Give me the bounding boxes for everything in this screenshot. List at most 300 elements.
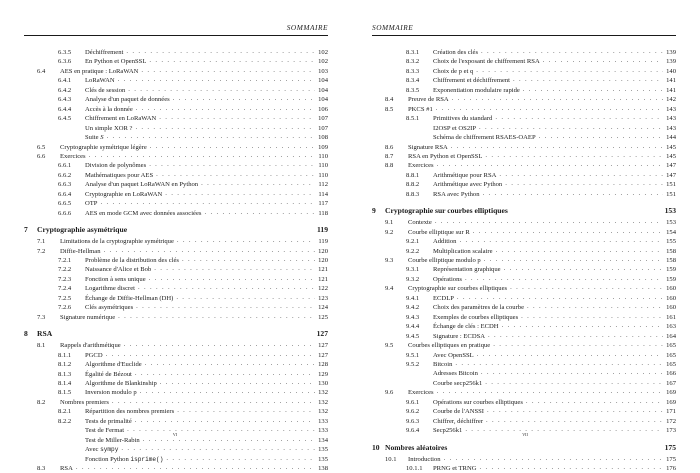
toc-leader-dots xyxy=(173,94,315,103)
toc-entry-page-number: 128 xyxy=(318,361,328,369)
toc-chapter-row[interactable] xyxy=(24,225,328,235)
toc-entry-page-number: 118 xyxy=(318,209,328,217)
toc-entry-page-number: 143 xyxy=(666,124,676,132)
toc-entry-page-number: 160 xyxy=(666,304,676,312)
toc-leader-dots xyxy=(485,151,663,160)
toc-leader-dots xyxy=(502,321,663,330)
toc-entry-title: Échange de clés : ECDH xyxy=(433,323,499,331)
toc-leader-dots xyxy=(459,236,663,245)
toc-entry-title: AES en mode GCM avec données associées xyxy=(85,209,202,217)
toc-entry-title: Choix de l'exposant de chiffrement RSA xyxy=(433,58,540,66)
toc-leader-dots xyxy=(141,66,315,75)
toc-entry-page-number: 125 xyxy=(318,313,328,321)
toc-entry-number: 9.4.3 xyxy=(406,313,420,321)
toc-entry-page-number: 169 xyxy=(666,389,676,397)
toc-entry-page-number: 154 xyxy=(666,228,676,236)
toc-entry-number: 7.2.6 xyxy=(58,304,72,312)
toc-entry-number: 6.4.4 xyxy=(58,105,72,113)
toc-entry-title: Cryptographie sur courbes elliptiques xyxy=(408,285,508,293)
toc-entry-page-number: 119 xyxy=(318,238,328,246)
toc-entry-page-number: 141 xyxy=(666,77,676,85)
toc-entry-number: 7.1 xyxy=(37,238,46,246)
toc-entry-number: 9.4.2 xyxy=(406,304,420,312)
toc-entry-title: Un simple XOR ? xyxy=(85,124,133,132)
toc-entry-title: Introduction xyxy=(408,455,441,463)
toc-chapter-row[interactable] xyxy=(24,329,328,339)
toc-entry-number: 6.6 xyxy=(37,152,46,160)
toc-entry-page-number: 104 xyxy=(318,77,328,85)
toc-entry-number: 8.5 xyxy=(385,105,394,113)
toc-leader-dots xyxy=(136,302,315,311)
toc-entry-number: 6.4.1 xyxy=(58,77,72,85)
toc-entry-title: Signature : ECDSA xyxy=(433,332,486,340)
toc-leader-dots xyxy=(473,227,663,236)
toc-entry-title: Représentation graphique xyxy=(433,266,501,274)
toc-leader-dots xyxy=(177,236,315,245)
toc-entry-page-number: 107 xyxy=(318,115,328,123)
toc-entry-page-number: 172 xyxy=(666,417,676,425)
toc-entry-title: Adresses Bitcoin xyxy=(433,370,478,378)
toc-entry-number: 6.5 xyxy=(37,143,46,151)
toc-entry-number: 6.6.4 xyxy=(58,190,72,198)
toc-entry-title: PRNG et TRNG xyxy=(433,465,477,473)
running-head-left: SOMMAIRE xyxy=(24,22,328,36)
toc-entry-page-number: 140 xyxy=(666,67,676,75)
toc-entry-title: Arithmétique pour RSA xyxy=(433,171,497,179)
toc-entry-title: Répartition des nombres premiers xyxy=(85,408,175,416)
toc-entry-page-number: 165 xyxy=(666,351,676,359)
toc-leader-dots xyxy=(126,47,315,56)
toc-leader-dots xyxy=(437,160,663,169)
toc-entry-title: Limitations de la cryptographie symétrique xyxy=(60,238,174,246)
toc-entry-page-number: 147 xyxy=(666,171,676,179)
toc-entry-title: Fonction Python isprime() xyxy=(85,455,164,463)
toc-entry-number: 7.2 xyxy=(37,247,46,255)
toc-entry-title: Opérations xyxy=(433,275,462,283)
toc-entry-number: 6.4 xyxy=(37,67,46,75)
toc-leader-dots xyxy=(204,208,315,217)
toc-entry-page-number: 160 xyxy=(666,294,676,302)
toc-entry-row[interactable] xyxy=(24,464,328,473)
toc-entry-page-number: 135 xyxy=(318,446,328,454)
toc-leader-dots xyxy=(106,350,315,359)
toc-leader-dots xyxy=(436,104,663,113)
toc-entry-number: 9.5.1 xyxy=(406,351,420,359)
toc-leader-dots xyxy=(483,189,663,198)
toc-entry-title: Nombres premiers xyxy=(60,398,109,406)
toc-leader-dots xyxy=(513,75,663,84)
toc-leader-dots xyxy=(455,359,663,368)
toc-entry-number: 9.5 xyxy=(385,342,394,350)
toc-leader-dots xyxy=(488,331,663,340)
toc-leader-dots xyxy=(543,56,663,65)
toc-leader-dots xyxy=(149,274,315,283)
toc-entry-page-number: 102 xyxy=(318,58,328,66)
toc-entry-row[interactable] xyxy=(372,464,676,473)
toc-entry-title: Chiffrement en LoRaWAN xyxy=(85,115,157,123)
toc-entry-number: 10.1.1 xyxy=(406,465,423,473)
toc-entry-number: 7.3 xyxy=(37,313,46,321)
toc-leader-dots xyxy=(100,198,315,207)
toc-entry-title: Problème de la distribution des clés xyxy=(85,257,179,265)
toc-leader-dots xyxy=(166,454,315,463)
toc-leader-dots xyxy=(154,264,315,273)
toc-entry-number: 8.3.2 xyxy=(406,58,420,66)
toc-entry-number: 9.6.4 xyxy=(406,427,420,435)
toc-entry-page-number: 109 xyxy=(318,143,328,151)
toc-entry-page-number: 165 xyxy=(666,342,676,350)
toc-entry-page-number: 108 xyxy=(318,134,328,142)
toc-entry-title: Tests de primalité xyxy=(85,417,132,425)
toc-leader-dots xyxy=(140,387,315,396)
toc-leader-dots xyxy=(159,113,315,122)
toc-entry-page-number: 138 xyxy=(318,465,328,473)
toc-entry-number: 7.2.5 xyxy=(58,294,72,302)
toc-entry-page-number: 169 xyxy=(666,398,676,406)
toc-leader-dots xyxy=(89,151,315,160)
toc-entry-title: Choix de p et q xyxy=(433,67,474,75)
toc-entry-page-number: 103 xyxy=(318,67,328,75)
toc-entry-number: 9.3.1 xyxy=(406,266,420,274)
toc-entry-number: 7.2.1 xyxy=(58,257,72,265)
toc-entry-page-number: 159 xyxy=(666,266,676,274)
toc-entry-title: Courbe elliptique sur R xyxy=(408,228,470,236)
toc-leader-dots xyxy=(477,350,663,359)
toc-entry-title: Exemples de courbes elliptiques xyxy=(433,313,519,321)
toc-leader-dots xyxy=(484,255,663,264)
toc-entry-title: Analyse d'un paquet de données xyxy=(85,96,170,104)
toc-entry-number: 8.8.3 xyxy=(406,190,420,198)
toc-entry-number: 10.1 xyxy=(385,455,397,463)
toc-list-right xyxy=(372,48,676,473)
toc-entry-title: RSA avec Python xyxy=(433,190,480,198)
toc-entry-number: 9.1 xyxy=(385,219,394,227)
toc-entry-number: 8.1 xyxy=(37,342,46,350)
toc-entry-page-number: 127 xyxy=(316,329,328,339)
toc-title-code-part: isprime() xyxy=(130,455,164,463)
toc-entry-title: Rappels d'arithmétique xyxy=(60,342,121,350)
toc-entry-page-number: 110 xyxy=(318,162,328,170)
toc-entry-row[interactable] xyxy=(24,209,328,218)
toc-entry-page-number: 134 xyxy=(318,436,328,444)
toc-leader-dots xyxy=(177,406,315,415)
toc-entry-number: 9.2.2 xyxy=(406,247,420,255)
toc-entry-title: Naissance d'Alice et Bob xyxy=(85,266,152,274)
toc-entry-page-number: 175 xyxy=(664,442,676,452)
toc-entry-number: 9.2 xyxy=(385,228,394,236)
toc-leader-dots xyxy=(165,189,315,198)
toc-entry-title: Égalité de Bézout xyxy=(85,370,132,378)
toc-entry-page-number: 110 xyxy=(318,152,328,160)
toc-entry-page-number: 133 xyxy=(318,427,328,435)
toc-leader-dots xyxy=(135,123,315,132)
toc-leader-dots xyxy=(437,387,663,396)
toc-leader-dots xyxy=(505,179,663,188)
toc-entry-title: Mathématiques pour AES xyxy=(85,171,154,179)
toc-entry-title: Exercices xyxy=(60,152,86,160)
toc-entry-number: 8.6 xyxy=(385,143,394,151)
toc-entry-number: 8.3.3 xyxy=(406,67,420,75)
toc-entry-page-number: 143 xyxy=(666,105,676,113)
toc-entry-page-number: 164 xyxy=(666,332,676,340)
toc-leader-dots xyxy=(486,416,663,425)
toc-entry-page-number: 145 xyxy=(666,143,676,151)
toc-leader-dots xyxy=(479,123,663,132)
toc-leader-dots xyxy=(481,368,663,377)
toc-entry-page-number: 102 xyxy=(318,49,328,56)
toc-leader-dots xyxy=(121,444,315,453)
toc-entry-page-number: 142 xyxy=(666,96,676,104)
toc-leader-dots xyxy=(465,274,663,283)
toc-entry-number: 9.2.1 xyxy=(406,238,420,246)
toc-leader-dots xyxy=(104,246,315,255)
toc-leader-dots xyxy=(523,85,663,94)
toc-entry-number: 6.3.5 xyxy=(58,49,72,56)
toc-entry-title: Secp256k1 xyxy=(433,427,463,435)
toc-entry-page-number: 122 xyxy=(318,285,328,293)
toc-entry-page-number: 110 xyxy=(318,171,328,179)
toc-entry-title: LoRaWAN xyxy=(85,77,115,85)
toc-entry-page-number: 159 xyxy=(666,275,676,283)
toc-entry-number: 8.3.4 xyxy=(406,77,420,85)
toc-entry-title: RSA xyxy=(60,465,73,473)
toc-leader-dots xyxy=(444,454,663,463)
toc-entry-title: Algorithme de Blankinship xyxy=(85,379,157,387)
toc-entry-number: 6.6.6 xyxy=(58,209,72,217)
toc-leader-dots xyxy=(457,293,663,302)
toc-entry-number: 8.2.2 xyxy=(58,417,72,425)
toc-entry-number: 9.4 xyxy=(385,285,394,293)
toc-leader-dots xyxy=(156,170,315,179)
toc-leader-dots xyxy=(481,47,663,56)
toc-entry-title: Cryptographie en LoRaWAN xyxy=(85,190,163,198)
toc-chapter-row[interactable] xyxy=(372,206,676,216)
toc-entry-page-number: 135 xyxy=(318,455,328,463)
toc-leader-dots xyxy=(182,255,315,264)
toc-entry-title: AES en pratique : LoRaWAN xyxy=(60,67,139,75)
toc-entry-page-number: 153 xyxy=(664,206,676,216)
toc-entry-title: Chiffrement et déchiffrement xyxy=(433,77,511,85)
toc-leader-dots xyxy=(499,170,663,179)
toc-entry-page-number: 173 xyxy=(666,427,676,435)
toc-entry-page-number: 143 xyxy=(666,115,676,123)
toc-entry-title: Contexte xyxy=(408,219,432,227)
toc-entry-page-number: 107 xyxy=(318,124,328,132)
toc-entry-number: 8.2.1 xyxy=(58,408,72,416)
toc-entry-number: 8.2 xyxy=(37,398,46,406)
toc-entry-title: Exercices xyxy=(408,389,434,397)
toc-entry-title: Preuve de RSA xyxy=(408,96,449,104)
toc-entry-number: 6.6.1 xyxy=(58,162,72,170)
toc-entry-title: RSA en Python et OpenSSL xyxy=(408,152,483,160)
toc-leader-dots xyxy=(521,312,663,321)
toc-entry-title: Échange de Diffie-Hellman (DH) xyxy=(85,294,174,302)
toc-entry-page-number: 112 xyxy=(318,181,328,189)
toc-leader-dots xyxy=(495,113,663,122)
toc-entry-title: Nombres aléatoires xyxy=(385,442,448,452)
toc-entry-number: 9.4.5 xyxy=(406,332,420,340)
toc-leader-dots xyxy=(124,340,315,349)
toc-entry-title: Avec OpenSSL xyxy=(433,351,474,359)
toc-entry-title: Courbe de l'ANSSI xyxy=(433,408,485,416)
toc-leader-dots xyxy=(150,142,315,151)
toc-entry-number: 8 xyxy=(24,329,28,339)
toc-entry-number: 8.3.5 xyxy=(406,86,420,94)
toc-entry-title: I2OSP et OS2IP xyxy=(433,124,476,132)
toc-entry-page-number: 153 xyxy=(666,219,676,227)
toc-entry-page-number: 166 xyxy=(666,370,676,378)
toc-entry-number: 9.3.2 xyxy=(406,275,420,283)
toc-entry-page-number: 144 xyxy=(666,134,676,142)
toc-entry-number: 6.6.5 xyxy=(58,200,72,208)
toc-leader-dots xyxy=(539,132,663,141)
toc-leader-dots xyxy=(118,312,315,321)
toc-entry-title: Opérations sur courbes elliptiques xyxy=(433,398,523,406)
toc-entry-page-number: 130 xyxy=(318,379,328,387)
toc-entry-page-number: 132 xyxy=(318,408,328,416)
toc-entry-number: 8.1.2 xyxy=(58,361,72,369)
toc-entry-title: Courbe elliptique modulo p xyxy=(408,257,481,265)
toc-leader-dots xyxy=(112,397,315,406)
toc-entry-number: 6.4.5 xyxy=(58,115,72,123)
toc-entry-number: 7 xyxy=(24,225,28,235)
toc-leader-dots xyxy=(201,179,315,188)
toc-leader-dots xyxy=(149,56,315,65)
toc-leader-dots xyxy=(452,94,663,103)
toc-leader-dots xyxy=(135,369,315,378)
toc-leader-dots xyxy=(526,397,663,406)
toc-entry-page-number: 104 xyxy=(318,86,328,94)
toc-entry-number: 7.2.3 xyxy=(58,275,72,283)
toc-entry-title: Schéma de chiffrement RSAES-OAEP xyxy=(433,134,536,142)
toc-entry-title: Diffie-Hellman xyxy=(60,247,101,255)
toc-entry-number: 8.3.1 xyxy=(406,49,420,56)
toc-entry-page-number: 139 xyxy=(666,49,676,56)
toc-entry-title: Choix des paramètres de la courbe xyxy=(433,304,524,312)
toc-entry-title: Analyse d'un paquet LoRaWAN en Python xyxy=(85,181,199,189)
toc-entry-title: Primitives du standard xyxy=(433,115,493,123)
toc-entry-title: Division de polynômes xyxy=(85,162,147,170)
toc-title-code-part: sympy xyxy=(100,446,119,454)
toc-entry-title: Chiffrer, déchiffrer xyxy=(433,417,484,425)
toc-entry-number: 8.1.1 xyxy=(58,351,72,359)
toc-entry-title: Exercices xyxy=(408,162,434,170)
toc-leader-dots xyxy=(128,85,315,94)
toc-entry-page-number: 124 xyxy=(318,304,328,312)
toc-leader-dots xyxy=(451,142,663,151)
toc-entry-page-number: 158 xyxy=(666,257,676,265)
toc-entry-number: 6.4.2 xyxy=(58,86,72,94)
toc-entry-number: 9.6.1 xyxy=(406,398,420,406)
toc-leader-dots xyxy=(145,359,315,368)
toc-entry-number: 9.6.3 xyxy=(406,417,420,425)
toc-entry-title: PGCD xyxy=(85,351,103,359)
toc-entry-title: Avec sympy xyxy=(85,446,119,454)
toc-entry-title: Accès à la donnée xyxy=(85,105,133,113)
toc-entry-title: Exponentiation modulaire rapide xyxy=(433,86,520,94)
toc-entry-title: Déchiffrement xyxy=(85,49,124,56)
toc-leader-dots xyxy=(107,132,316,141)
toc-entry-page-number: 151 xyxy=(666,190,676,198)
toc-entry-title: Clés asymétriques xyxy=(85,304,134,312)
toc-leader-dots xyxy=(527,302,663,311)
toc-entry-page-number: 176 xyxy=(666,465,676,473)
toc-leader-dots xyxy=(135,416,315,425)
toc-entry-number: 6.4.3 xyxy=(58,96,72,104)
toc-entry-title: Courbe secp256k1 xyxy=(433,379,483,387)
toc-leader-dots xyxy=(76,463,315,472)
toc-entry-page-number: 121 xyxy=(318,275,328,283)
toc-entry-title: OTP xyxy=(85,200,98,208)
toc-leader-dots xyxy=(493,340,663,349)
toc-chapter-row[interactable] xyxy=(372,443,676,453)
toc-leader-dots xyxy=(160,378,315,387)
toc-leader-dots xyxy=(479,463,663,472)
toc-entry-page-number: 129 xyxy=(318,370,328,378)
toc-entry-number: 9.4.1 xyxy=(406,294,420,302)
toc-entry-number: 8.7 xyxy=(385,152,394,160)
toc-entry-number: 6.3.6 xyxy=(58,58,72,66)
toc-leader-dots xyxy=(485,378,663,387)
toc-entry-number: 8.5.1 xyxy=(406,115,420,123)
toc-entry-title: Fonction à sens unique xyxy=(85,275,146,283)
toc-entry-number: 9 xyxy=(372,206,376,216)
toc-entry-page-number: 141 xyxy=(666,86,676,94)
toc-leader-dots xyxy=(149,160,315,169)
toc-entry-title: Clés de session xyxy=(85,86,126,94)
toc-entry-title: Signature RSA xyxy=(408,143,448,151)
folio-left: vi xyxy=(172,431,178,438)
toc-entry-number: 8.1.5 xyxy=(58,389,72,397)
toc-entry-number: 9.5.2 xyxy=(406,361,420,368)
toc-entry-number: 7.2.2 xyxy=(58,266,72,274)
toc-entry-page-number: 147 xyxy=(666,162,676,170)
toc-entry-title: Création des clés xyxy=(433,49,479,56)
toc-entry-page-number: 151 xyxy=(666,181,676,189)
toc-leader-dots xyxy=(504,264,663,273)
toc-entry-number: 9.4.4 xyxy=(406,323,420,331)
folio-right: vii xyxy=(522,431,528,438)
toc-entry-title: Test de Miller-Rabin xyxy=(85,436,140,444)
toc-list-left xyxy=(24,48,328,473)
toc-entry-title: Cryptographie sur courbes elliptiques xyxy=(385,206,508,216)
toc-entry-page-number: 145 xyxy=(666,152,676,160)
toc-entry-title: Cryptographie symétrique légère xyxy=(60,143,147,151)
toc-entry-page-number: 127 xyxy=(318,342,328,350)
toc-entry-number: 6.6.2 xyxy=(58,171,72,179)
toc-entry-page-number: 161 xyxy=(666,313,676,321)
toc-leader-dots xyxy=(138,283,315,292)
toc-entry-number: 8.8.1 xyxy=(406,171,420,179)
toc-entry-page-number: 121 xyxy=(318,266,328,274)
toc-leader-dots xyxy=(176,293,315,302)
right-page xyxy=(350,0,700,473)
toc-entry-page-number: 175 xyxy=(666,455,676,463)
toc-entry-title: RSA xyxy=(37,329,53,339)
toc-entry-page-number: 104 xyxy=(318,96,328,104)
toc-entry-title: Addition xyxy=(433,238,457,246)
toc-entry-page-number: 114 xyxy=(318,190,328,198)
toc-entry-page-number: 155 xyxy=(666,238,676,246)
toc-entry-row[interactable] xyxy=(24,313,328,322)
toc-entry-title: Signature numérique xyxy=(60,313,116,321)
toc-entry-page-number: 163 xyxy=(666,323,676,331)
toc-entry-row[interactable] xyxy=(372,190,676,199)
toc-leader-dots xyxy=(510,283,663,292)
toc-leader-dots xyxy=(496,246,663,255)
toc-entry-page-number: 119 xyxy=(317,225,328,235)
toc-entry-number: 9.3 xyxy=(385,257,394,265)
